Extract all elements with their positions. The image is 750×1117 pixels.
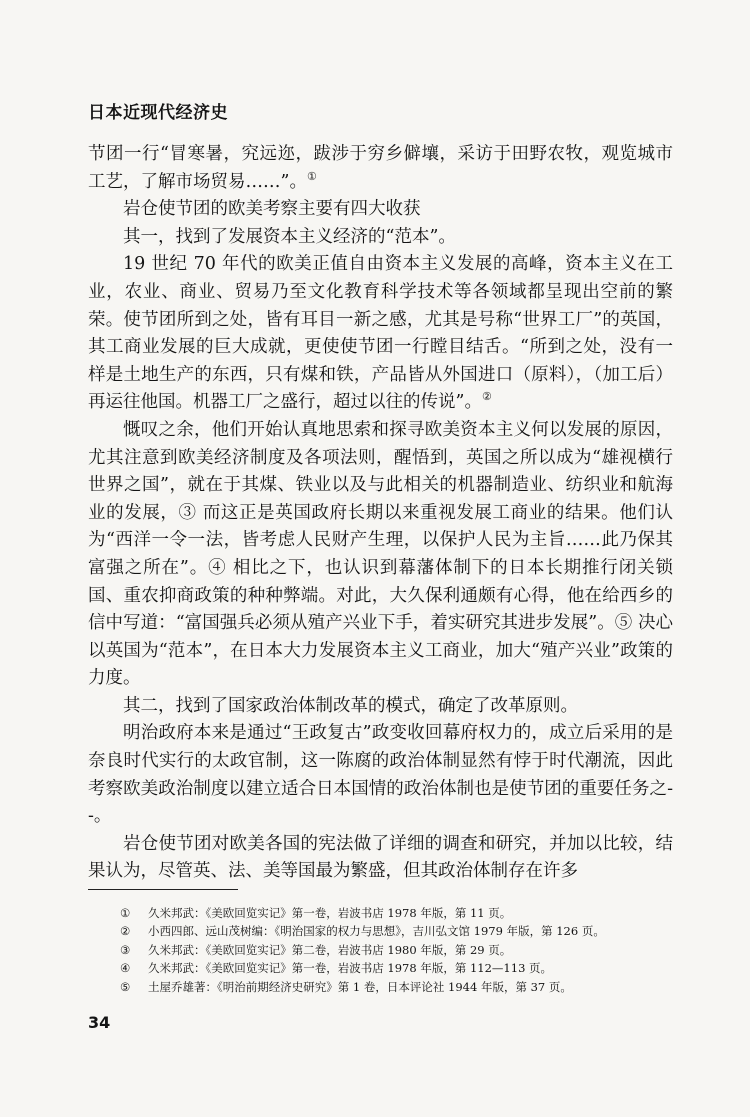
footnote-4 [120,959,690,977]
footnote-ref-2: ② [481,390,492,404]
paragraph-7: 明治政府本来是通过“王政复古”政变收回幕府权力的，成立后采用的是奈良时代实行的太政官制，这一陈腐的政治体制显然有悖于时代潮流，因此考察欧美政治制度以建立适合日本国情的政治体制也是使节团的重要任务之--。 [88,723,673,827]
footnote-ref-1: ① [306,169,317,183]
paragraph-3: 其一，找到了发展资本主义经济的“范本”。 [123,226,456,247]
paragraph-2: 岩仓使节团的欧美考察主要有四大收获 [123,199,421,220]
footnote-text: 久米邦武：《美欧回览实记》第一卷，岩波书店 1978 年版，第 112—113 页。 [148,961,553,976]
paragraph-1: 节团一行“冒寒暑，究远迩，跋涉于穷乡僻壤，采访于田野农牧，观览城市工艺，了解市场贸易……”。① [88,144,673,192]
paragraph-5: 慨叹之余，他们开始认真地思索和探寻欧美资本主义何以发展的原因，尤其注意到欧美经济制度及各项法则，醒悟到，英国之所以成为“雄视横行世界之国”，就在于其煤、铁业以及与此相关的机器制造业、纺织业和航海业的发展，③ 而这正是英国政府长期以来重视发展工商业的结果。他们认为“西洋一令一法，皆考虑人民财产生理，以保护人民为主旨……此乃保其富强之所在”。④ 相比之下，也认识到幕藩体制下的日本长期推行闭关锁国、重农抑商政策的种种弊端。对此，大久保利通颇有心得，他在给西乡的信中写道：“富国强兵必须从殖产兴业下手，着实研究其进步发展”。⑤ 决心以英国为“范本”，在日本大力发展资本主义工商业，加大“殖产兴业”政策的力度。 [88,419,673,689]
footnote-mark: ① [120,906,131,920]
footnote-text: 土屋乔雄著：《明治前期经济史研究》第 1 卷，日本评论社 1944 年版，第 37 页。 [148,979,572,994]
footnotes [120,904,690,996]
footnote-text: 久米邦武：《美欧回览实记》第二卷，岩波书店 1980 年版，第 29 页。 [148,942,512,957]
footnote-text: 久米邦武：《美欧回览实记》第一卷，岩波书店 1978 年版，第 11 页。 [148,906,512,920]
footnote-1 [120,904,690,922]
footnote-mark: ③ [120,942,131,957]
body-text [88,141,673,886]
paragraph-8: 岩仓使节团对欧美各国的宪法做了详细的调查和研究，并加以比较，结果认为，尽管英、法、美等国最为繁盛，但其政治体制存在许多 [88,833,673,882]
footnote-mark: ⑤ [120,979,131,994]
footnote-mark: ④ [120,961,131,976]
paragraph-4: 19 世纪 70 年代的欧美正值自由资本主义发展的高峰，资本主义在工业，农业、商业、贸易乃至文化教育科学技术等各领域都呈现出空前的繁荣。使节团所到之处，皆有耳目一新之感，尤其是号称“世界工厂”的英国，其工商业发展的巨大成就，更使使节团一行瞠目结舌。“所到之处，没有一样是土地生产的东西，只有煤和铁，产品皆从外国进口（原料），（加工后）再运往他国。机器工厂之盛行，超过以往的传说”。② [88,254,673,413]
page-number: 34 [88,1013,111,1032]
running-header: 日本近现代经济史 [88,103,228,123]
paragraph-6: 其二，找到了国家政治体制改革的模式，确定了改革原则。 [123,695,578,716]
footnote-3 [120,941,690,959]
footnote-mark: ② [120,924,131,939]
footnote-5 [120,978,690,996]
footnote-divider [88,889,238,890]
footnote-2 [120,922,690,940]
footnote-text: 小西四郎、远山茂树编：《明治国家的权力与思想》，吉川弘文馆 1979 年版，第 126 页。 [148,924,605,939]
